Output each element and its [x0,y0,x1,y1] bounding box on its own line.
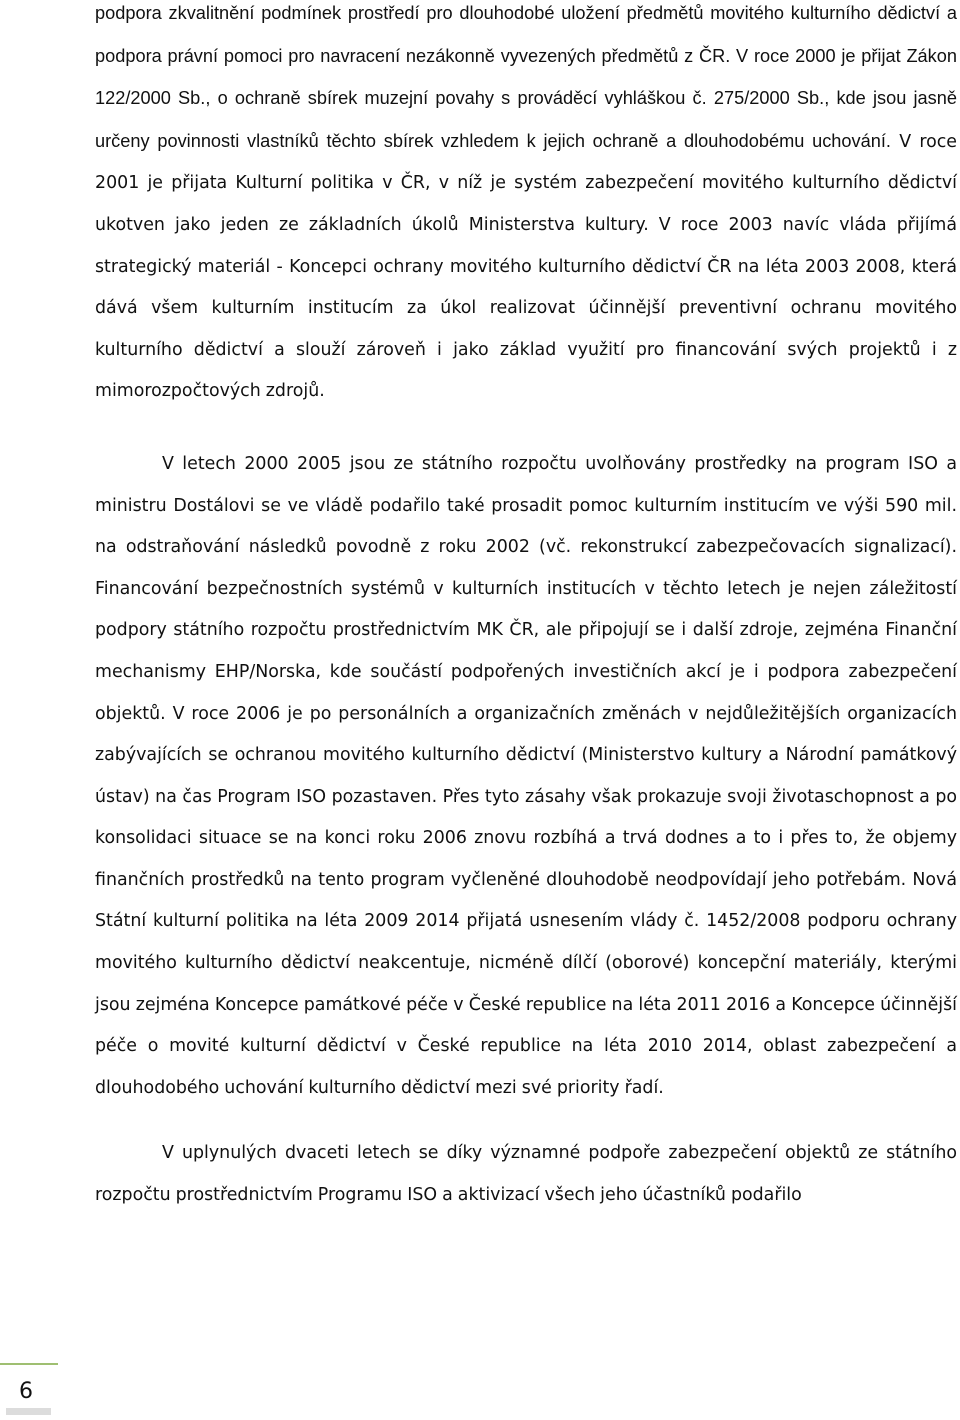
paragraph-1-segment-2: V roce 2001 je přijata Kulturní politika v ČR, v níž je systém zabezpečení movitého kulturního dědictví ukotven jako jeden ze základních úkolů Ministerstva kultury. V roce 2003 navíc vláda přijímá strategický materiál - Koncepci ochrany movitého kulturního dědictví ČR na léta 2003 2008, která dává všem kulturním institucím za úkol realizovat účinnější preventivní ochranu movitého kulturního dědictví a slouží zároveň i jako základ využití pro financování svých projektů i z mimorozpočtových zdrojů. [95,131,957,402]
paragraph-1 [95,0,957,413]
paragraph-2 [95,444,957,1110]
page-number-rule [0,1363,58,1365]
page-number: 6 [19,1379,33,1404]
paragraph-3 [95,1133,957,1216]
document-page [95,0,957,1217]
paragraph-3-segment-1: V uplynulých dvaceti letech se díky významné podpoře zabezpečení objektů ze státního rozpočtu prostřednictvím Programu ISO a aktivizací všech jeho účastníků podařilo [95,1143,957,1206]
page-number-shadow [6,1408,51,1415]
page-number-box [0,1363,58,1420]
paragraph-2-segment-1: V letech 2000 2005 jsou ze státního rozpočtu uvolňovány prostředky na program ISO a ministru Dostálovi se ve vládě podařilo také prosadit pomoc kulturním institucím ve výši 590 mil. na odstraňování následků povodně z roku 2002 (vč. rekonstrukcí zabezpečovacích signalizací). Financování bezpečnostních systémů v kulturních institucích v těchto letech je nejen záležitostí podpory státního rozpočtu prostřednictvím MK ČR, ale připojují se i další zdroje, zejména Finanční mechanismy EHP/Norska, kde součástí podpořených investičních akcí je i podpora zabezpečení objektů. V roce 2006 je po personálních a organizačních změnách v nejdůležitějších organizacích zabývajících se ochranou movitého kulturního dědictví (Ministerstvo kultury a Národní památkový ústav) na čas Program ISO pozastaven. Přes tyto zásahy však prokazuje svoji životaschopnost a po konsolidaci situace se na konci roku 2006 znovu rozbíhá a trvá dodnes a to i přes to, že objemy finančních prostředků na tento program vyčleněné dlouhodobě neodpovídají jeho potřebám. Nová Státní kulturní politika na léta 2009 2014 přijatá usnesením vlády č. 1452/2008 podporu ochrany movitého kulturního dědictví neakcentuje, nicméně dílčí (oborové) koncepční materiály, kterými jsou zejména Koncepce památkové péče v České republice na léta 2011 2016 a Koncepce účinnější péče o movité kulturní dědictví v České republice na léta 2010 2014, oblast zabezpečení a dlouhodobého uchování kulturního dědictví mezi své priority řadí. [95,453,957,1098]
paragraph-1-segment-1: podpora zkvalitnění podmínek prostředí pro dlouhodobé uložení předmětů movitého kulturního dědictví a podpora právní pomoci pro navracení nezákonně vyvezených předmětů z ČR. V roce 2000 je přijat Zákon 122/2000 Sb., o ochraně sbírek muzejní povahy s prováděcí vyhláškou č. 275/2000 Sb., kde jsou jasně určeny povinnosti vlastníků těchto sbírek vzhledem k jejich ochraně a dlouhodobému uchování. [95,3,957,151]
